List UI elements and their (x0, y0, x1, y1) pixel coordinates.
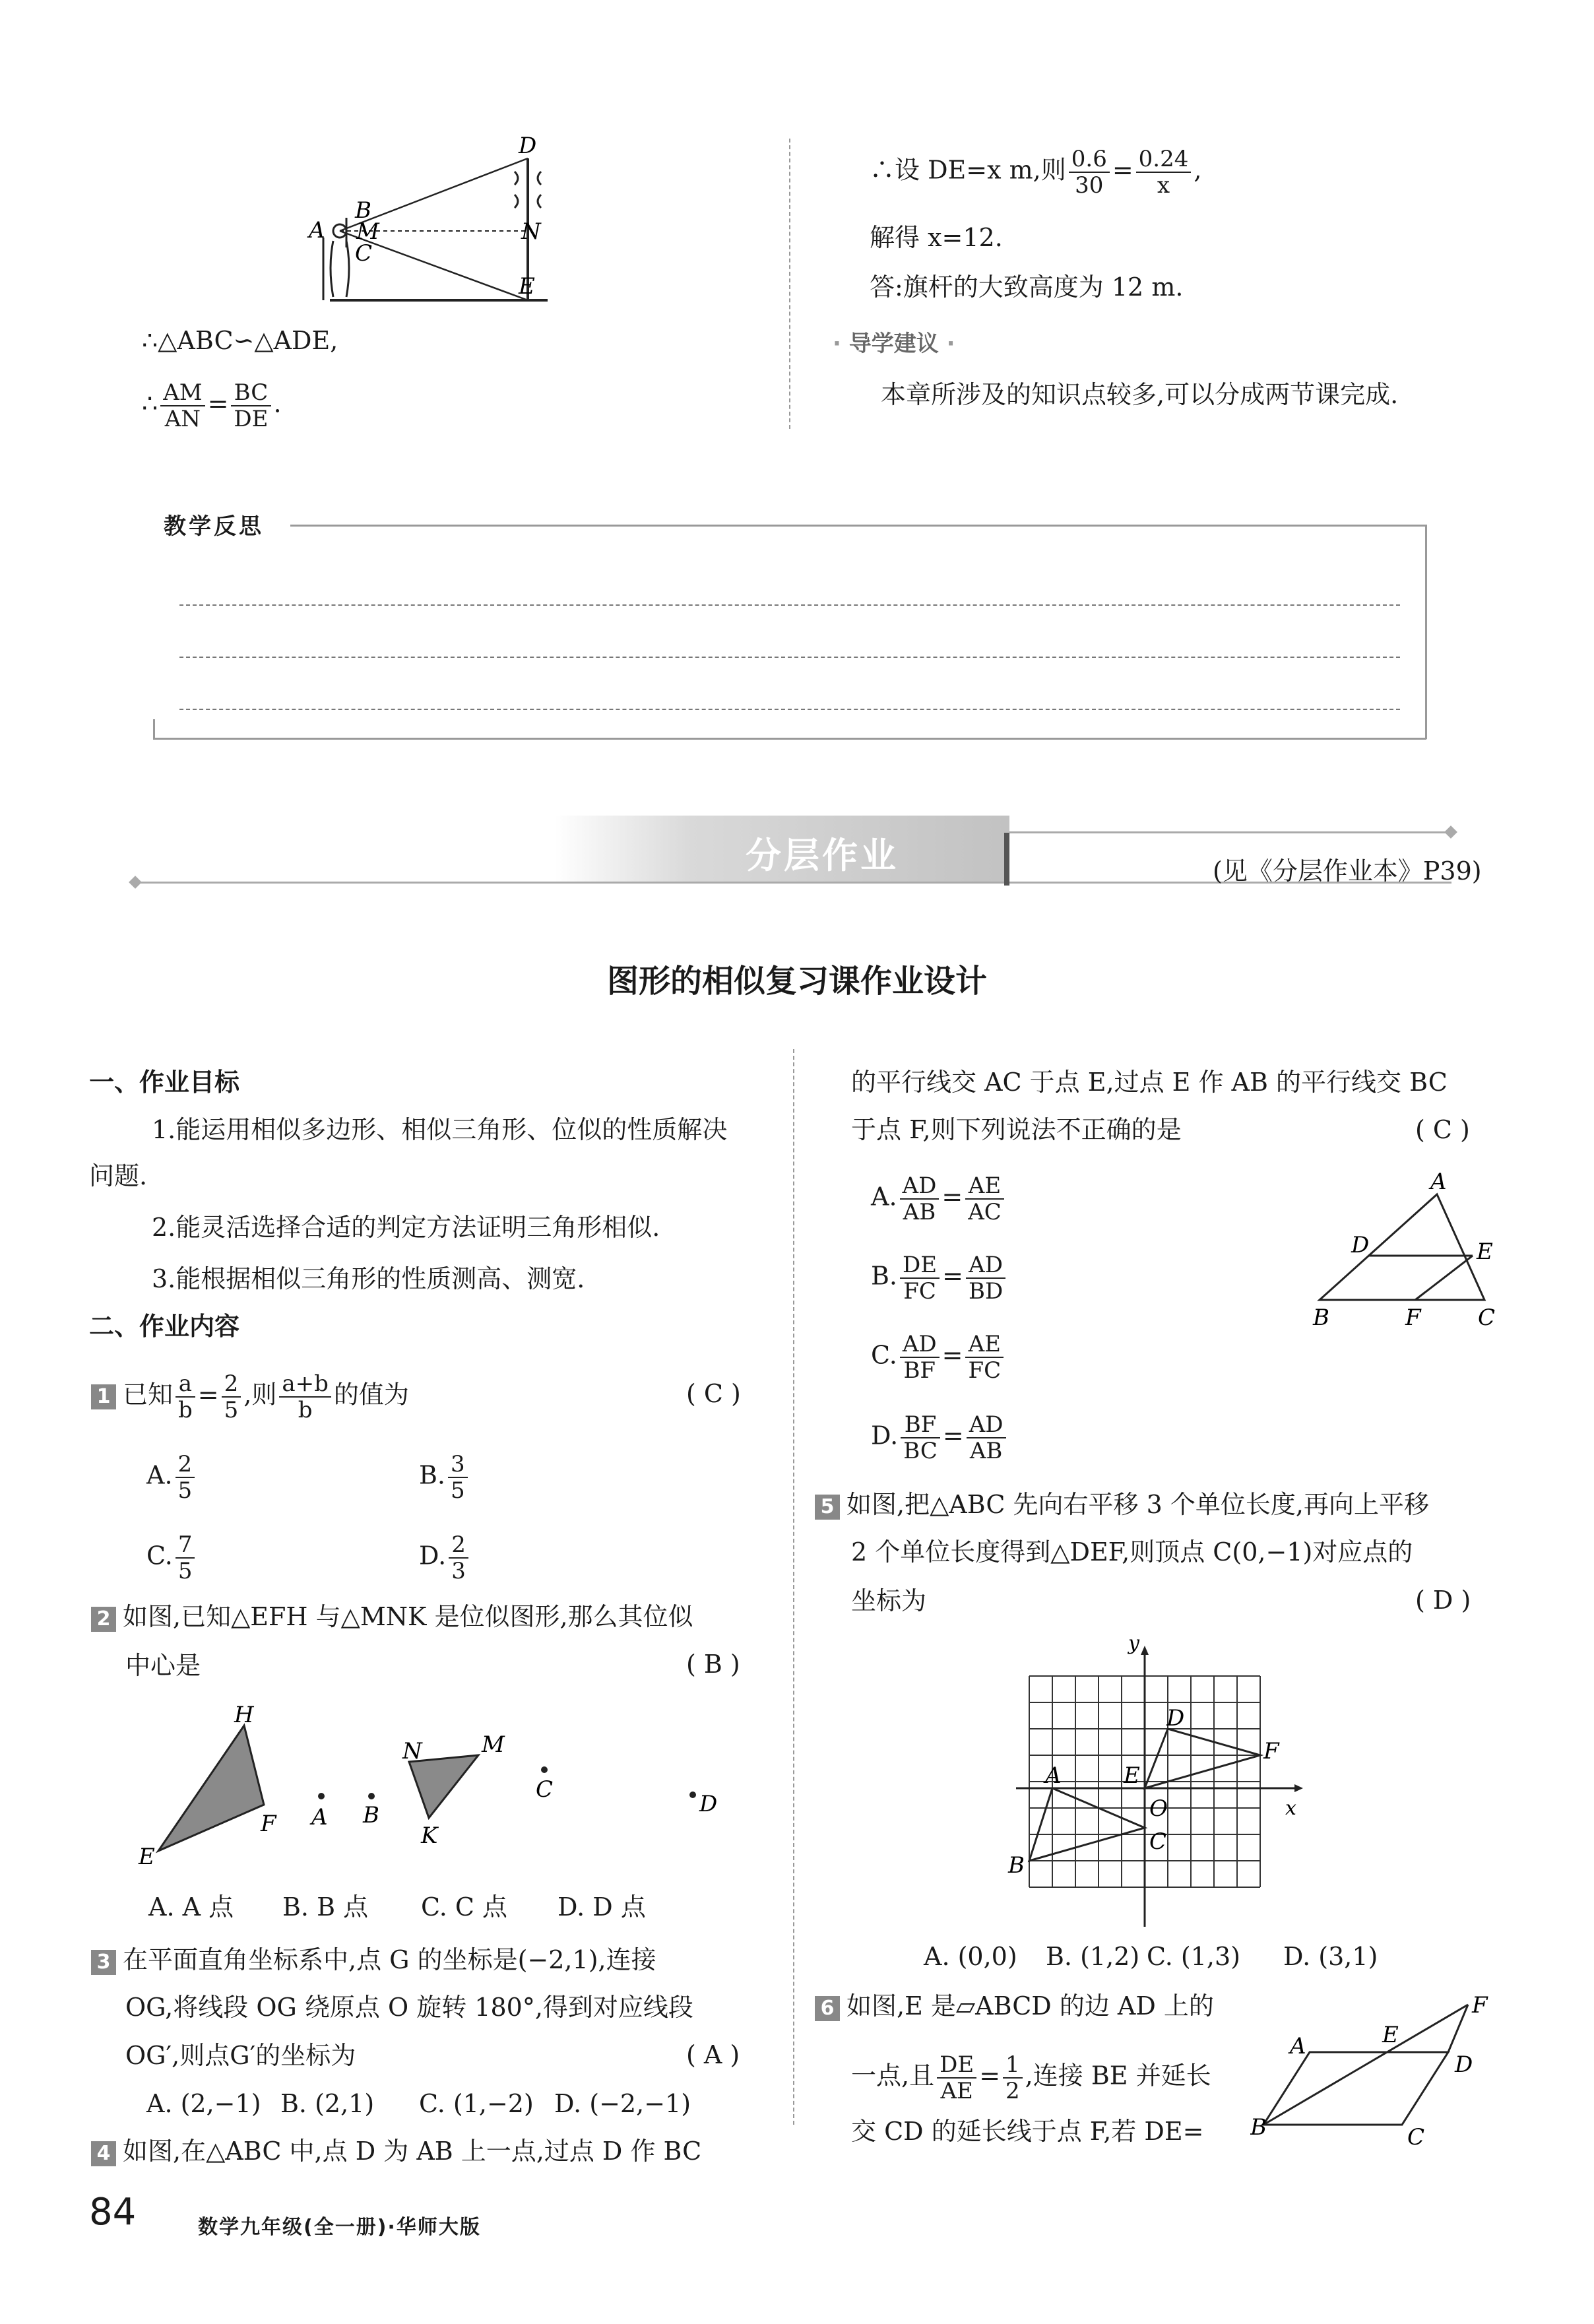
fig-label: B (1008, 1852, 1025, 1879)
answer-4: ( C ) (1415, 1115, 1470, 1144)
q3-option-a: A. (2,−1) (146, 2089, 261, 2118)
reflection-left-rule (153, 719, 155, 739)
fraction: $\frac{BC}{DE}$ (231, 380, 271, 432)
q3-option-b: B. (2,1) (280, 2089, 375, 2118)
fig-label: N (402, 1738, 422, 1764)
goal-3: 3.能根据相似三角形的性质测高、测宽. (152, 1264, 585, 1293)
reflection-top-rule (290, 525, 1425, 527)
fig-label: H (234, 1702, 254, 1728)
q4-option-c: C. $\frac{AD}{BF}$ = $\frac{AE}{FC}$ (871, 1332, 1006, 1383)
guide-text: 本章所涉及的知识点较多,可以分成两节课完成. (881, 380, 1399, 409)
question-number: 1 (91, 1384, 116, 1409)
fig-label: F (1263, 1738, 1279, 1764)
q5-option-c: C. (1,3) (1147, 1942, 1240, 1971)
fig-label: C (1149, 1828, 1167, 1855)
book-title: 数学九年级(全一册)·华师大版 (198, 2216, 481, 2239)
fig-label: D (1166, 1705, 1185, 1731)
fraction: $\frac{a+b}{b}$ (279, 1371, 331, 1423)
banner-note: (见《分层作业本》P39) (1213, 856, 1482, 886)
fig-label: B (1250, 2114, 1267, 2141)
fig-label: B (363, 1802, 379, 1828)
question-5-cont: 2 个单位长度得到△DEF,则顶点 C(0,−1)对应点的 (851, 1537, 1413, 1566)
q2-option-a: A. A 点 (148, 1892, 234, 1921)
fraction: $\frac{7}{5}$ (175, 1532, 195, 1584)
triangle-figure (1300, 1168, 1511, 1333)
question-number: 5 (815, 1495, 840, 1520)
fig-label: D (519, 133, 537, 159)
fig-label: F (1405, 1305, 1421, 1331)
therefore-symbol: ∴ (142, 389, 158, 418)
column-divider-main (793, 1049, 794, 2125)
fraction: $\frac{2}{3}$ (449, 1532, 468, 1584)
reflection-writing-line (179, 604, 1400, 606)
q1-option-a: A. $\frac{2}{5}$ (146, 1452, 197, 1503)
banner-rule-end (129, 876, 142, 889)
question-4: 4 如图,在△ABC 中,点 D 为 AB 上一点,过点 D 作 BC (91, 2131, 701, 2171)
q1-option-d: D. $\frac{2}{3}$ (419, 1532, 471, 1584)
goal-1-cont: 问题. (89, 1161, 148, 1190)
solution-line-3: 答:旗杆的大致高度为 12 m. (870, 273, 1184, 302)
homothety-figure (132, 1699, 765, 1877)
fraction: $\frac{a}{b}$ (175, 1371, 195, 1423)
fraction: $\frac{DE}{AE}$ (937, 2052, 976, 2104)
q5-option-d: D. (3,1) (1283, 1942, 1378, 1971)
fig-label: A (1045, 1762, 1062, 1789)
question-4-cont: 于点 F,则下列说法不正确的是 (851, 1115, 1182, 1144)
solution-line-1: ∴设 DE=x m,则 $\frac{0.6}{30}$ = $\frac{0.24}{x}$ , (870, 146, 1202, 199)
fig-label: A (1430, 1169, 1447, 1195)
fig-label: y (1128, 1636, 1139, 1655)
fig-label: B (1313, 1305, 1329, 1331)
fig-label: E (139, 1844, 155, 1870)
main-title: 图形的相似复习课作业设计 (606, 963, 987, 1000)
banner-title: 分层作业 (746, 835, 899, 876)
q1-option-b: B. $\frac{3}{5}$ (419, 1452, 470, 1503)
fig-label: O (1149, 1795, 1168, 1822)
fig-label: C (355, 240, 373, 267)
answer-1: ( C ) (686, 1379, 741, 1408)
question-6-cont: 一点,且 $\frac{DE}{AE}$ = $\frac{1}{2}$ ,连接 BE 并延长 (851, 2051, 1211, 2104)
fig-label: E (1124, 1762, 1140, 1789)
q4-option-b: B. $\frac{DE}{FC}$ = $\frac{AD}{BD}$ (871, 1252, 1008, 1304)
q3-option-d: D. (−2,−1) (554, 2089, 691, 2118)
question-number: 3 (91, 1950, 116, 1975)
q2-option-d: D. D 点 (558, 1892, 646, 1921)
fraction: $\frac{AD}{BF}$ (900, 1332, 940, 1383)
question-6: 6 如图,E 是▱ABCD 的边 AD 上的 (815, 1986, 1214, 2026)
question-2-cont: 中心是 (125, 1651, 201, 1680)
q5-option-a: A. (0,0) (924, 1942, 1017, 1971)
question-3: 3 在平面直角坐标系中,点 G 的坐标是(−2,1),连接 (91, 1940, 656, 1980)
parallelogram-figure (1250, 1986, 1514, 2164)
reflection-bottom-rule (153, 738, 1426, 740)
fraction: $\frac{2}{5}$ (175, 1452, 195, 1503)
q1-option-c: C. $\frac{7}{5}$ (146, 1532, 197, 1584)
section-heading: 一、作业目标 (89, 1068, 240, 1097)
reflection-writing-line (179, 709, 1400, 710)
fig-label: E (1477, 1239, 1493, 1265)
question-1: 1 已知 $\frac{a}{b}$ = $\frac{2}{5}$ ,则 $\frac{a+b}{b}$ 的值为 (91, 1371, 409, 1423)
q3-option-c: C. (1,−2) (419, 2089, 534, 2118)
fraction: $\frac{2}{5}$ (222, 1371, 241, 1423)
fig-label: F (1472, 1992, 1488, 2018)
fraction: $\frac{3}{5}$ (448, 1452, 468, 1503)
q4-option-a: A. $\frac{AD}{AB}$ = $\frac{AE}{AC}$ (871, 1173, 1007, 1225)
fraction: $\frac{AM}{AN}$ (160, 380, 205, 432)
flagpole-figure (297, 132, 561, 310)
fig-label: D (1455, 2051, 1473, 2078)
fraction: $\frac{1}{2}$ (1003, 2052, 1023, 2104)
fraction: $\frac{AE}{AC}$ (965, 1173, 1004, 1225)
fraction: $\frac{AD}{AB}$ (967, 1412, 1006, 1464)
fig-label: C (1407, 2124, 1425, 2150)
page-number: 84 (89, 2191, 137, 2234)
answer-3: ( A ) (686, 2040, 740, 2069)
fig-label: B (355, 197, 371, 224)
fraction: $\frac{AD}{BD}$ (966, 1252, 1005, 1304)
q5-option-b: B. (1,2) (1046, 1942, 1140, 1971)
fraction: $\frac{0.24}{x}$ (1136, 146, 1192, 198)
fraction: $\frac{BF}{BC}$ (901, 1412, 940, 1464)
q2-option-b: B. B 点 (282, 1892, 369, 1921)
question-3-cont: OG,将线段 OG 绕原点 O 旋转 180°,得到对应线段 (125, 1993, 693, 2022)
reflection-writing-line (179, 657, 1400, 658)
banner-bar (1004, 833, 1009, 886)
fig-label: D (1351, 1232, 1370, 1258)
fig-label: A (309, 217, 325, 243)
question-3-cont: OG′,则点G′的坐标为 (125, 2041, 356, 2070)
question-6-cont: 交 CD 的延长线于点 F,若 DE= (851, 2117, 1204, 2146)
fig-label: E (519, 273, 535, 300)
question-number: 6 (815, 1996, 840, 2021)
answer-5: ( D ) (1415, 1586, 1471, 1615)
fig-label: C (1478, 1305, 1496, 1331)
goal-2: 2.能灵活选择合适的判定方法证明三角形相似. (152, 1213, 660, 1242)
fig-label: M (482, 1731, 505, 1758)
q4-option-d: D. $\frac{BF}{BC}$ = $\frac{AD}{AB}$ (871, 1412, 1009, 1464)
question-2: 2 如图,已知△EFH 与△MNK 是位似图形,那么其位似 (91, 1597, 693, 1636)
fig-label: A (311, 1804, 328, 1830)
fraction: $\frac{AE}{FC}$ (965, 1332, 1004, 1383)
goal-1: 1.能运用相似多边形、相似三角形、位似的性质解决 (152, 1115, 728, 1144)
similar-statement: ∴△ABC∽△ADE, (142, 326, 338, 355)
fraction: $\frac{0.6}{30}$ (1069, 146, 1110, 198)
column-divider-top (789, 139, 790, 429)
answer-2: ( B ) (686, 1650, 740, 1679)
section-heading: 二、作业内容 (89, 1312, 240, 1341)
question-4-cont: 的平行线交 AC 于点 E,过点 E 作 AB 的平行线交 BC (851, 1068, 1448, 1097)
fig-label: M (356, 218, 379, 245)
fraction: $\frac{AD}{AB}$ (900, 1173, 940, 1225)
fig-label: E (1382, 2022, 1399, 2048)
fig-label: C (536, 1776, 554, 1803)
banner-rule-upper (1009, 831, 1451, 833)
fraction: $\frac{DE}{FC}$ (900, 1252, 940, 1304)
fig-label: F (261, 1811, 276, 1837)
fig-label: N (521, 218, 541, 245)
reflection-title: 教学反思 (164, 513, 264, 540)
ratio-statement: ∴ $\frac{AM}{AN}$ = $\frac{BC}{DE}$ . (142, 379, 282, 432)
fig-label: x (1285, 1797, 1296, 1820)
fig-label: A (1290, 2033, 1306, 2059)
question-number: 2 (91, 1607, 116, 1632)
fig-label: D (699, 1791, 718, 1817)
guide-heading: · 导学建议 · (833, 331, 955, 357)
question-number: 4 (91, 2141, 116, 2166)
solution-line-2: 解得 x=12. (870, 223, 1003, 252)
reflection-right-rule (1425, 525, 1427, 739)
coordinate-grid-figure (1003, 1636, 1320, 1933)
q2-option-c: C. C 点 (421, 1892, 508, 1921)
question-5-cont: 坐标为 (851, 1586, 927, 1615)
fig-label: K (421, 1823, 438, 1849)
question-5: 5 如图,把△ABC 先向右平移 3 个单位长度,再向上平移 (815, 1485, 1429, 1524)
